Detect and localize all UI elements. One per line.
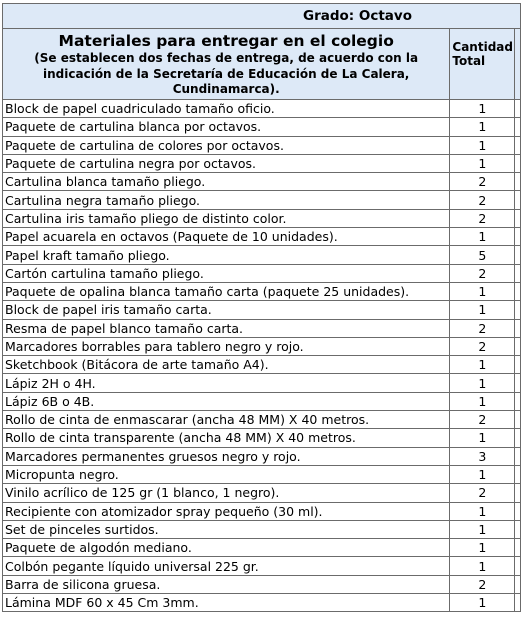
item-quantity: 2: [450, 484, 515, 502]
item-name: Resma de papel blanco tamaño carta.: [3, 319, 450, 337]
item-quantity: 1: [450, 594, 515, 612]
table-row: [3, 136, 521, 154]
item-name: Micropunta negro.: [3, 465, 450, 483]
table-row: [3, 301, 521, 319]
table-row: [3, 557, 521, 575]
item-quantity: 2: [450, 575, 515, 593]
item-name: Paquete de opalina blanca tamaño carta (paquete 25 unidades).: [3, 282, 450, 300]
row-edge-cell: [515, 557, 521, 575]
item-quantity: 1: [450, 301, 515, 319]
table-row: [3, 429, 521, 447]
item-quantity: 1: [450, 465, 515, 483]
item-name: Block de papel cuadriculado tamaño oficio.: [3, 100, 450, 118]
row-edge-cell: [515, 337, 521, 355]
row-edge-cell: [515, 319, 521, 337]
item-quantity: 1: [450, 136, 515, 154]
item-name: Rollo de cinta de enmascarar (ancha 48 MM) X 40 metros.: [3, 411, 450, 429]
row-edge-cell: [515, 411, 521, 429]
row-edge-cell: [515, 246, 521, 264]
item-quantity: 1: [450, 502, 515, 520]
table-row: [3, 264, 521, 282]
item-quantity: 1: [450, 429, 515, 447]
header-row: [3, 29, 521, 100]
row-edge-cell: [515, 100, 521, 118]
table-row: [3, 100, 521, 118]
row-edge-cell: [515, 154, 521, 172]
table-row: [3, 173, 521, 191]
item-quantity: 2: [450, 264, 515, 282]
table-row: [3, 575, 521, 593]
item-quantity: 1: [450, 356, 515, 374]
item-quantity: 1: [450, 392, 515, 410]
item-name: Barra de silicona gruesa.: [3, 575, 450, 593]
row-edge-cell: [515, 264, 521, 282]
table-row: [3, 594, 521, 612]
row-edge-cell: [515, 191, 521, 209]
table-row: [3, 539, 521, 557]
grade-row: [3, 4, 521, 29]
item-name: Vinilo acrílico de 125 gr (1 blanco, 1 negro).: [3, 484, 450, 502]
row-edge-cell: [515, 356, 521, 374]
grade-label: Grado: Octavo: [3, 4, 521, 29]
item-quantity: 1: [450, 374, 515, 392]
row-edge-cell: [515, 282, 521, 300]
row-edge-cell: [515, 484, 521, 502]
materials-table: [2, 3, 521, 612]
row-edge-cell: [515, 502, 521, 520]
item-name: Block de papel iris tamaño carta.: [3, 301, 450, 319]
row-edge-cell: [515, 173, 521, 191]
table-row: [3, 356, 521, 374]
item-quantity: 2: [450, 319, 515, 337]
row-edge-cell: [515, 374, 521, 392]
table-row: [3, 447, 521, 465]
item-name: Lápiz 2H o 4H.: [3, 374, 450, 392]
table-row: [3, 502, 521, 520]
header-quantity-cell: [450, 29, 515, 100]
header-description-cell: [3, 29, 450, 100]
item-quantity: 2: [450, 173, 515, 191]
item-name: Cartón cartulina tamaño pliego.: [3, 264, 450, 282]
row-edge-cell: [515, 209, 521, 227]
table-row: [3, 209, 521, 227]
row-edge-cell: [515, 392, 521, 410]
table-row: [3, 246, 521, 264]
table-row: [3, 191, 521, 209]
table-row: [3, 465, 521, 483]
header-title: Materiales para entregar en el colegio: [58, 32, 394, 50]
table-row: [3, 282, 521, 300]
item-name: Colbón pegante líquido universal 225 gr.: [3, 557, 450, 575]
item-quantity: 2: [450, 209, 515, 227]
item-quantity: 2: [450, 191, 515, 209]
header-quantity-label: Cantidad Total: [452, 40, 513, 68]
row-edge-cell: [515, 594, 521, 612]
row-edge-cell: [515, 429, 521, 447]
row-edge-cell: [515, 136, 521, 154]
item-name: Papel acuarela en octavos (Paquete de 10 unidades).: [3, 228, 450, 246]
table-row: [3, 118, 521, 136]
item-quantity: 1: [450, 520, 515, 538]
item-quantity: 2: [450, 411, 515, 429]
row-edge-cell: [515, 575, 521, 593]
row-edge-cell: [515, 228, 521, 246]
item-name: Paquete de cartulina blanca por octavos.: [3, 118, 450, 136]
item-quantity: 1: [450, 228, 515, 246]
item-name: Paquete de cartulina de colores por octavos.: [3, 136, 450, 154]
item-name: Paquete de algodón mediano.: [3, 539, 450, 557]
item-quantity: 5: [450, 246, 515, 264]
table-row: [3, 520, 521, 538]
table-row: [3, 411, 521, 429]
table-row: [3, 319, 521, 337]
item-name: Marcadores permanentes gruesos negro y rojo.: [3, 447, 450, 465]
table-row: [3, 337, 521, 355]
item-name: Sketchbook (Bitácora de arte tamaño A4).: [3, 356, 450, 374]
item-quantity: 1: [450, 154, 515, 172]
item-name: Cartulina blanca tamaño pliego.: [3, 173, 450, 191]
item-quantity: 1: [450, 539, 515, 557]
table-row: [3, 392, 521, 410]
item-quantity: 1: [450, 118, 515, 136]
item-name: Cartulina iris tamaño pliego de distinto color.: [3, 209, 450, 227]
item-name: Rollo de cinta transparente (ancha 48 MM) X 40 metros.: [3, 429, 450, 447]
item-quantity: 1: [450, 282, 515, 300]
item-quantity: 1: [450, 557, 515, 575]
item-name: Lápiz 6B o 4B.: [3, 392, 450, 410]
item-quantity: 2: [450, 337, 515, 355]
row-edge-cell: [515, 447, 521, 465]
item-quantity: 3: [450, 447, 515, 465]
row-edge-cell: [515, 520, 521, 538]
table-row: [3, 154, 521, 172]
item-name: Cartulina negra tamaño pliego.: [3, 191, 450, 209]
item-name: Recipiente con atomizador spray pequeño (30 ml).: [3, 502, 450, 520]
item-name: Set de pinceles surtidos.: [3, 520, 450, 538]
item-name: Papel kraft tamaño pliego.: [3, 246, 450, 264]
row-edge-cell: [515, 118, 521, 136]
item-quantity: 1: [450, 100, 515, 118]
table-row: [3, 228, 521, 246]
row-edge-cell: [515, 465, 521, 483]
item-name: Paquete de cartulina negra por octavos.: [3, 154, 450, 172]
item-name: Lámina MDF 60 x 45 Cm 3mm.: [3, 594, 450, 612]
row-edge-cell: [515, 301, 521, 319]
header-subtitle: (Se establecen dos fechas de entrega, de acuerdo con la indicación de la Secretaría de Educación de La Calera, Cundinamarca).: [34, 51, 419, 96]
row-edge-cell: [515, 539, 521, 557]
table-row: [3, 374, 521, 392]
header-edge-cell: [515, 29, 521, 100]
table-row: [3, 484, 521, 502]
item-name: Marcadores borrables para tablero negro y rojo.: [3, 337, 450, 355]
